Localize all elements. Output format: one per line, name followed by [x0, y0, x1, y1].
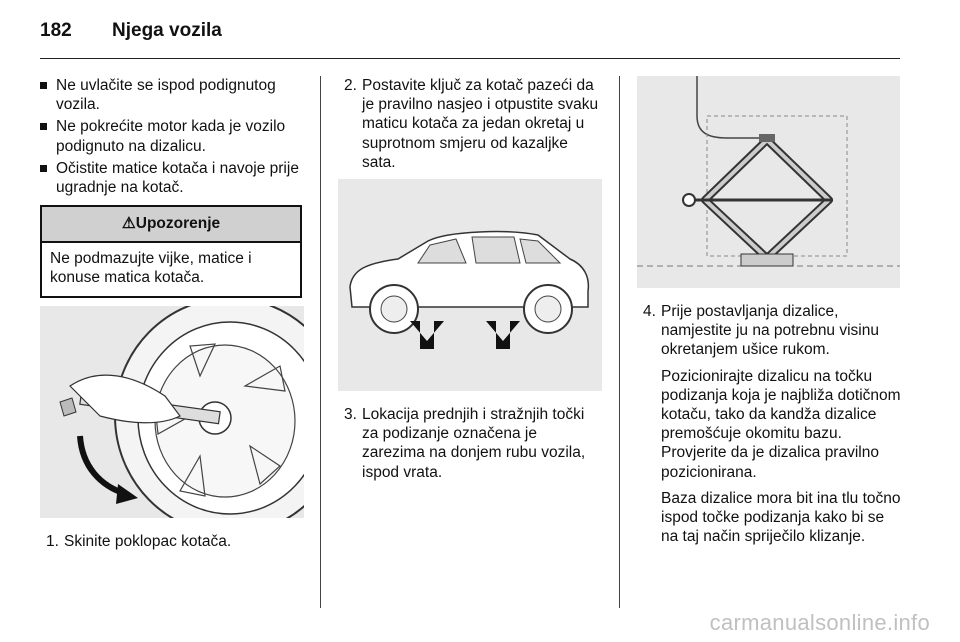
step-text: Postavite ključ za kotač pazeći da je pravilno nasjeo i otpustite svaku maticu kotača za jedan okretaj u suprotnom smjeru od kazaljke sata.: [362, 77, 599, 171]
warning-box: [40, 205, 302, 297]
column-divider: [320, 76, 321, 608]
step-number: 1.: [46, 532, 59, 550]
header-rule: [40, 58, 900, 59]
warning-triangle-icon: ⚠: [121, 215, 136, 233]
step-paragraph: Baza dizalice mora bit ina tlu točno ispod točke podizanja kako bi se na taj način spriječilo klizanje.: [661, 489, 901, 546]
watermark: carmanualsonline.info: [709, 610, 930, 635]
wheel-wrench-illustration: [40, 306, 304, 518]
step-2: [338, 76, 603, 172]
step-paragraph: Pozicionirajte dizalicu na točku podizanja koja je najbliža dotičnom kotaču, tako da kandža dizalice premošćuje okomitu bazu. Provjerite da je dizalica pravilno pozicionirana.: [661, 367, 901, 481]
page-number: 182: [40, 20, 72, 41]
page-header: [40, 20, 222, 42]
warning-text: Ne podmazujte vijke, matice i konuse matica kotača.: [50, 250, 252, 287]
warning-title: Upozorenje: [135, 215, 221, 233]
left-column: [40, 76, 306, 558]
step-number: 4.: [643, 303, 656, 320]
bullet-item: Očistite matice kotača i navoje prije ugradnje na kotač.: [40, 159, 306, 197]
arrow-up-icon: [486, 321, 520, 349]
step-4: [637, 302, 902, 546]
car-side-illustration: [338, 179, 602, 391]
step-number: 3.: [344, 406, 357, 424]
bullet-item: Ne uvlačite se ispod podignutog vozila.: [40, 76, 306, 114]
wheel-cover-figure: [40, 306, 304, 518]
step-3: [338, 405, 603, 482]
arrow-up-icon: [410, 321, 444, 349]
right-column: [637, 76, 902, 553]
jack-figure: [637, 76, 900, 288]
step-paragraph: Prije postavljanja dizalice, namjestite ju na potrebnu visinu okretanjem ušice rukom.: [661, 303, 879, 359]
page-title: Njega vozila: [112, 20, 222, 41]
column-divider: [619, 76, 620, 608]
middle-column: [338, 76, 603, 489]
step-text: Lokacija prednjih i stražnjih točki za podizanje označena je zarezima na donjem rubu vozila, ispod vrata.: [362, 406, 586, 481]
warning-header: [42, 207, 300, 243]
lifting-points-figure: [338, 179, 602, 391]
jack-illustration: [637, 76, 900, 288]
step-number: 2.: [344, 77, 357, 94]
step-1: [40, 532, 306, 551]
bullet-item: Ne pokrećite motor kada je vozilo podignuto na dizalicu.: [40, 117, 306, 155]
step-text: Skinite poklopac kotača.: [64, 532, 232, 550]
